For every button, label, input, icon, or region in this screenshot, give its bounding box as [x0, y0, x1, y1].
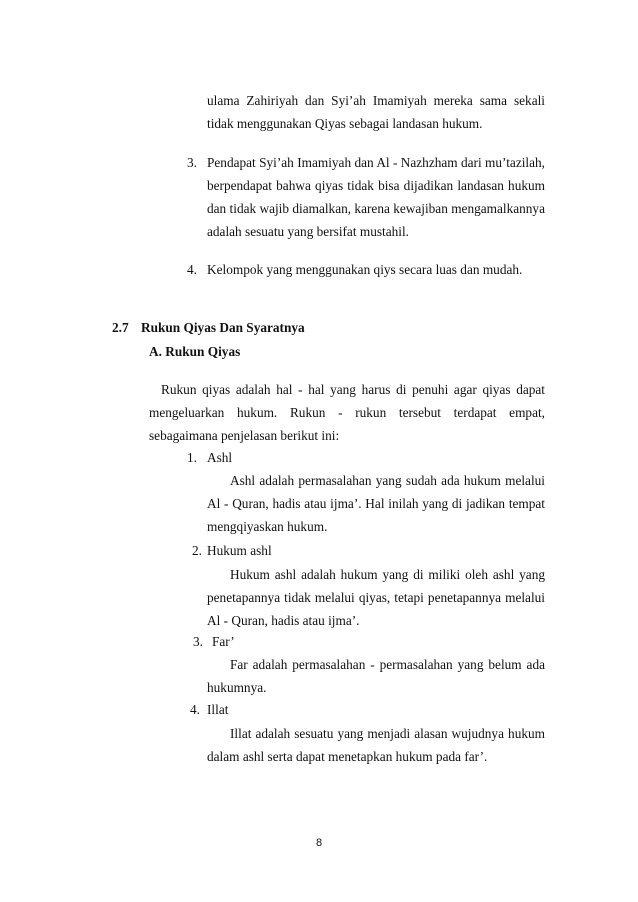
- rukun-number: 2.: [192, 543, 202, 558]
- rukun-description: Far adalah permasalahan - permasalahan yang belum ada hukumnya.: [207, 657, 545, 695]
- rukun-description: Hukum ashl adalah hukum yang di miliki oleh ashl yang penetapannya tidak melalui qiyas, tetapi penetapannya melalui Al - Quran, hadis atau ijma’.: [207, 567, 545, 628]
- list-item-number: 4.: [187, 262, 197, 277]
- intro-paragraph: Rukun qiyas adalah hal - hal yang harus di penuhi agar qiyas dapat mengeluarkan hukum. Rukun - rukun tersebut terdapat empat, sebagaimana penjelasan berikut ini:: [149, 382, 545, 443]
- rukun-title: Hukum ashl: [207, 543, 272, 558]
- list-item-number: 3.: [187, 155, 197, 170]
- rukun-number: 3.: [193, 634, 203, 649]
- rukun-title: Far’: [212, 634, 235, 649]
- rukun-title: Illat: [207, 702, 229, 717]
- rukun-number: 1.: [187, 450, 197, 465]
- section-title: Rukun Qiyas Dan Syaratnya: [141, 320, 305, 335]
- rukun-title: Ashl: [207, 450, 233, 465]
- list-item-text: Pendapat Syi’ah Imamiyah dan Al - Nazhzham dari mu’tazilah, berpendapat bahwa qiyas tidak bisa dijadikan landasan hukum dan tidak wajib diamalkan, karena kewajiban mengamalkannya adalah sesuatu yang bersifat mustahil.: [207, 155, 545, 239]
- rukun-number: 4.: [190, 702, 200, 717]
- page-number: 8: [315, 837, 323, 849]
- continuation-paragraph: ulama Zahiriyah dan Syi’ah Imamiyah mereka sama sekali tidak menggunakan Qiyas sebagai landasan hukum.: [207, 93, 545, 131]
- subsection-heading: A. Rukun Qiyas: [149, 344, 241, 359]
- list-item-text: Kelompok yang menggunakan qiys secara luas dan mudah.: [207, 262, 523, 277]
- rukun-description: Illat adalah sesuatu yang menjadi alasan wujudnya hukum dalam ashl serta dapat menetapkan hukum pada far’.: [207, 726, 545, 764]
- section-number: 2.7: [112, 320, 129, 335]
- rukun-description: Ashl adalah permasalahan yang sudah ada hukum melalui Al - Quran, hadis atau ijma’. Hal inilah yang di jadikan tempat mengqiyaskan hukum.: [207, 473, 545, 534]
